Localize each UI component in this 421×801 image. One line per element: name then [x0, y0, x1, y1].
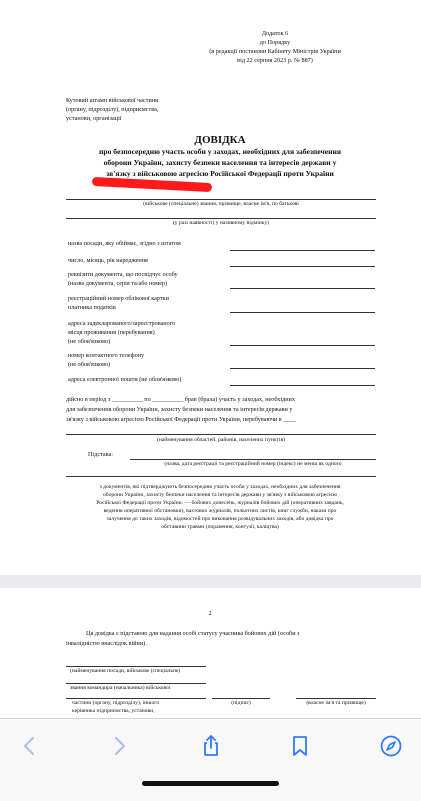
forward-button[interactable] — [104, 731, 134, 761]
footnote-line: обставини травми (поранення, контузії, каліцтва) — [161, 524, 279, 530]
doc-subtitle: оборони України, захисту безпеки населення та інтересів держави у — [103, 158, 337, 167]
field-label: (не обов'язково) — [68, 338, 111, 345]
field-line — [230, 250, 375, 251]
field-label: число, місяць, рік народження — [68, 257, 148, 264]
addendum-line: (в редакції постанови Кабінету Міністрів України — [209, 48, 341, 55]
doc-title: ДОВІДКА — [194, 134, 246, 146]
participation-text: зв'язку з військовою агресією Російської Федерації проти України, перебуваючи в ____ — [66, 416, 296, 423]
fill-line — [66, 434, 376, 435]
signature-caption: звання командира (начальника) військової — [70, 685, 171, 691]
footnote-line: оборони України, захисту безпеки населення та інтересів держави у зв'язку з військовою агресією — [102, 492, 337, 498]
stamp-line: (органу, підрозділу), підприємства, — [66, 106, 159, 113]
field-label: (не обов'язково) — [68, 361, 111, 368]
field-label: номер контактного телефону — [68, 352, 145, 359]
signature-line — [66, 683, 206, 684]
signature-line — [296, 698, 376, 699]
caption-regions: (найменування областей, районів, населених пунктів) — [156, 437, 286, 443]
field-line — [230, 312, 375, 313]
signature-line — [66, 698, 206, 699]
chevron-right-icon — [107, 734, 131, 758]
field-label: місця проживання (перебування) — [68, 329, 155, 336]
field-line — [230, 385, 375, 386]
field-line — [230, 266, 375, 267]
bookmarks-icon — [288, 734, 312, 758]
field-label: реєстраційний номер облікової картки — [68, 295, 169, 302]
field-label: адреса електронної пошти (не обов'язково) — [68, 376, 182, 383]
signature-sign-caption: (підпис) — [231, 700, 251, 706]
caption-basis: (назва, дата реєстрації та реєстраційний номер (індекс) не менш як одного — [164, 461, 342, 467]
field-label: реквізити документа, що посвідчує особу — [68, 271, 178, 278]
field-line — [230, 288, 375, 289]
doc-subtitle: про безпосередню участь особи у заходах, необхідних для забезпечення — [98, 147, 341, 156]
page-number: 2 — [208, 610, 212, 617]
footnote-line: Російської Федерації проти України. — бойових донесень, журналів бойових дій (оперативних завдань, — [96, 500, 344, 506]
addendum-line: до Порядку — [259, 39, 291, 46]
compass-icon — [379, 734, 403, 758]
fill-line — [66, 218, 376, 219]
fill-line — [130, 459, 376, 460]
stamp-line: Кутовий штамп військової частини — [66, 97, 159, 104]
doc-subtitle: зв'язку з військовою агресією Російської Федерації проти України — [106, 169, 334, 178]
addendum-line: Додаток 6 — [261, 30, 289, 37]
footnote-line: з документів, які підтверджують безпосередню участь особи у заходах, необхідних для забезпечення — [99, 484, 341, 490]
document-page-2 — [0, 588, 421, 718]
home-indicator — [142, 781, 279, 786]
compass-button[interactable] — [376, 731, 406, 761]
participation-text: дійсно в період з __________ по __________ брав (брала) участь у заходах, необхідних — [66, 396, 295, 403]
stamp-line: установи, організації — [66, 115, 122, 122]
caption-rank: (військове (спеціальне) звання, прізвище, власне ім'я, по батькові — [143, 201, 299, 207]
signature-line — [212, 698, 270, 699]
footnote-line: залучення до таких заходів, відомостей про виконання розвідувальних заходів, або довідка про — [106, 516, 334, 522]
signature-name-caption: (власне ім'я та прізвище) — [306, 700, 366, 706]
page2-text: інвалідністю внаслідок війни). — [66, 640, 147, 647]
addendum-line: від 22 серпня 2023 р. № 887) — [237, 57, 313, 64]
share-icon — [199, 734, 223, 758]
redaction-mark — [92, 177, 212, 192]
fill-line — [66, 476, 376, 477]
field-line — [230, 345, 375, 346]
fill-line — [66, 199, 376, 200]
page2-text: Ця довідка є підставою для надання особі статусу учасника бойових дій (особи з — [86, 630, 300, 637]
field-label: адреса задекларованого/зареєстрованого — [68, 320, 176, 327]
browser-toolbar — [0, 718, 421, 801]
field-line — [230, 368, 375, 369]
basis-label: Підстава: — [88, 451, 113, 458]
caption-role: (у разі наявності) у називному відмінку) — [172, 220, 270, 226]
back-button[interactable] — [15, 731, 45, 761]
field-label: (назва документа, серія та/або номер) — [68, 280, 168, 287]
participation-text: для забезпечення оборони України, захисту безпеки населення та інтересів держави у — [66, 406, 293, 413]
field-label: платника податків — [68, 304, 116, 311]
chevron-left-icon — [18, 734, 42, 758]
share-button[interactable] — [196, 731, 226, 761]
field-label: назва посади, яку обіймає, згідно з штатом — [68, 240, 181, 247]
bookmarks-button[interactable] — [285, 731, 315, 761]
footnote-line: ведення оперативної обстановки), вахтових журналів, польотних листів, книг служби, накази про — [103, 508, 337, 514]
signature-caption: частини (органу, підрозділу), іншого — [72, 700, 160, 706]
signature-caption: керівника підприємства, установи, — [72, 708, 155, 714]
signature-caption: (найменування посади, військове (спеціальне) — [70, 668, 181, 674]
signature-line — [66, 666, 206, 667]
